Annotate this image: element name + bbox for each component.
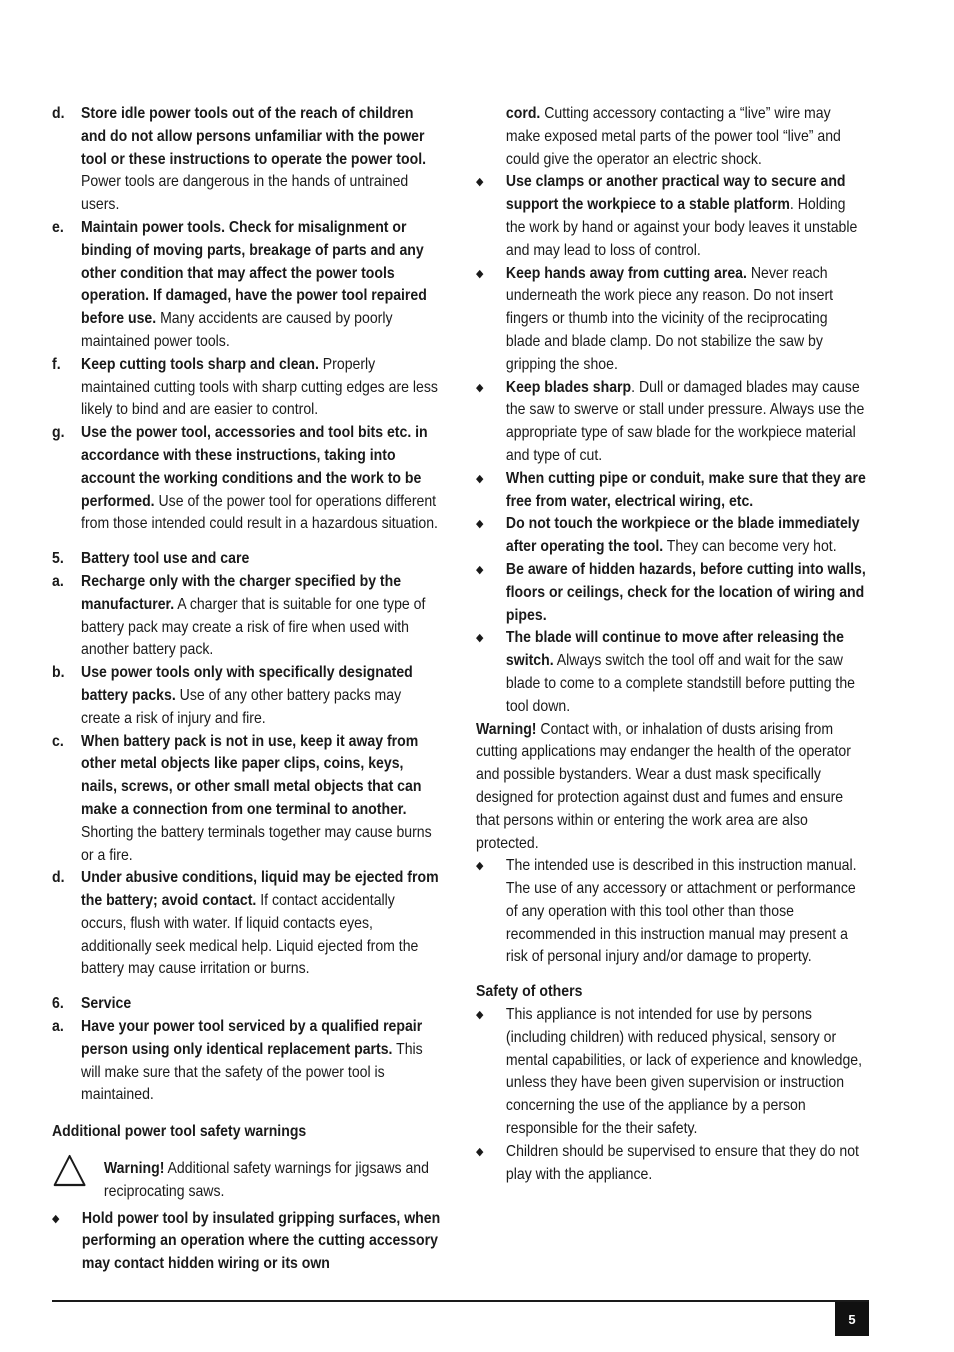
safety-of-others-heading: Safety of others <box>476 983 583 1001</box>
item-marker: a. <box>52 572 64 590</box>
right-column <box>476 103 866 1186</box>
bullet-bold: Be aware of hidden hazards, before cutting into walls, floors or ceilings, check for the location of wiring and pipes. <box>505 560 866 624</box>
bullet-clamps <box>476 171 866 262</box>
item-f <box>52 354 442 422</box>
item-bold: Store idle power tools out of the reach of children and do not allow persons unfamiliar with the power tool or these instructions to operate the power tool. <box>81 105 427 168</box>
bullet-blades <box>476 377 866 468</box>
dust-warning <box>476 719 866 856</box>
bullet-text: Always switch the tool off and wait for the saw blade to come to a complete standstill before putting the tool down. <box>505 652 856 715</box>
item-text: Power tools are dangerous in the hands of untrained users. <box>81 173 409 214</box>
warning-text: Contact with, or inhalation of dusts arising from cutting applications may endanger the health of the operator and possible bystanders. Wear a dust mask specifically designed for protection against dust and fumes and ensure that persons within or entering the work area are also protected. <box>476 720 851 852</box>
bullet-bold: The blade will continue to move after releasing the switch. <box>505 629 844 670</box>
bullet-hold-insulated <box>52 1208 442 1276</box>
item-text: If contact accidentally occurs, flush with water. If liquid contacts eyes, additionally seek medical help. Liquid ejected from the battery may cause irritation or burns. <box>81 892 419 978</box>
item-bold: Maintain power tools. Check for misalignment or binding of moving parts, breakage of parts and any other condition that may affect the power tools operation. If damaged, have the power tool repaired before use. <box>81 218 427 328</box>
item-text: A charger that is suitable for one type of battery pack may create a risk of fire when used with another battery pack. <box>81 595 426 659</box>
item-5d <box>52 867 442 981</box>
bullet-bold: Do not touch the workpiece or the blade immediately after operating the tool. <box>505 515 860 556</box>
item-bold: Use the power tool, accessories and tool bits etc. in accordance with these instructions, taking into account the working conditions and the work to be performed. <box>81 424 428 510</box>
item-text: Properly maintained cutting tools with sharp cutting edges are less likely to bind and are easier to control. <box>81 355 438 419</box>
item-marker: c. <box>52 732 64 750</box>
bullet-text: Never reach underneath the work piece any reason. Do not insert fingers or thumb into the vicinity of the reciprocating blade and blade clamp. Do not stabilize the saw by gripping the shoe. <box>505 264 834 373</box>
item-bold: Use power tools only with specifically designated battery packs. <box>81 664 413 704</box>
item-marker: a. <box>52 1018 64 1036</box>
bullet-diamond-icon: ◆ <box>476 267 484 280</box>
section-5-heading <box>52 548 442 571</box>
item-text: Use of the power tool for operations different from those intended could result in a hazardous situation. <box>81 492 438 533</box>
bullet-diamond-icon: ◆ <box>476 860 484 873</box>
item-text: Many accidents are caused by poorly maintained power tools. <box>81 310 393 350</box>
bullet-text: They can become very hot. <box>663 538 837 556</box>
bullet-appliance-persons <box>476 1004 866 1141</box>
bullet-text: Cutting accessory contacting a “live” wire may make exposed metal parts of the power tool “live” and could give the operator an electric shock. <box>505 105 841 168</box>
bullet-hands <box>476 263 866 377</box>
bullet-diamond-icon: ◆ <box>52 1212 60 1225</box>
additional-warnings-heading: Additional power tool safety warnings <box>52 1123 307 1141</box>
bullet-bold: When cutting pipe or conduit, make sure that they are free from water, electrical wiring, etc. <box>505 469 866 510</box>
item-6a <box>52 1016 442 1107</box>
bullet-bold: Use clamps or another practical way to secure and support the workpiece to a stable platform <box>505 173 846 214</box>
bullet-continuation <box>476 103 866 171</box>
bullet-diamond-icon: ◆ <box>476 381 484 394</box>
item-5c <box>52 731 442 868</box>
warning-text: Additional safety warnings for jigsaws and reciprocating saws. <box>103 1160 429 1200</box>
bullet-touch <box>476 513 866 559</box>
item-5b <box>52 662 442 730</box>
section-number: 6. <box>52 995 64 1013</box>
page-number: 5 <box>835 1302 869 1336</box>
bullet-children <box>476 1141 866 1187</box>
item-marker: d. <box>52 869 65 887</box>
item-text: This will make sure that the safety of the power tool is maintained. <box>81 1040 423 1104</box>
bullet-text: The intended use is described in this instruction manual. The use of any accessory or attachment or performance of any operation with this tool other than those recommended in this instruction manual may present a risk of personal injury and/or damage to property. <box>505 857 857 966</box>
warning-triangle-icon <box>53 1154 86 1196</box>
bullet-diamond-icon: ◆ <box>476 1009 484 1022</box>
footer-rule <box>52 1300 869 1302</box>
bullet-diamond-icon: ◆ <box>476 632 484 645</box>
item-marker: b. <box>52 664 65 682</box>
bullet-text: Children should be supervised to ensure that they do not play with the appliance. <box>505 1142 859 1183</box>
bullet-diamond-icon: ◆ <box>476 518 484 531</box>
section-title: Battery tool use and care <box>81 550 250 568</box>
item-bold: Have your power tool serviced by a qualified repair person using only identical replacement parts. <box>81 1018 423 1058</box>
item-bold: Keep cutting tools sharp and clean. <box>81 355 319 373</box>
item-text: Use of any other battery packs may create a risk of injury and fire. <box>81 686 402 727</box>
warning-block <box>52 1158 442 1204</box>
section-number: 5. <box>52 550 64 568</box>
item-bold: Under abusive conditions, liquid may be ejected from the battery; avoid contact. <box>81 869 439 910</box>
item-text: Shorting the battery terminals together may cause burns or a fire. <box>81 823 432 864</box>
item-marker: g. <box>52 424 65 442</box>
bullet-text: . Dull or damaged blades may cause the saw to swerve or stall under pressure. Always use the appropriate type of saw blade for the workpiece material and type of cut. <box>505 378 865 464</box>
item-bold: Recharge only with the charger specified by the manufacturer. <box>81 572 402 613</box>
bullet-diamond-icon: ◆ <box>476 563 484 576</box>
bullet-bold: Keep blades sharp <box>505 378 632 396</box>
warning-label: Warning! <box>103 1160 165 1178</box>
item-g <box>52 422 442 536</box>
bullet-diamond-icon: ◆ <box>476 472 484 485</box>
bullet-intended-use <box>476 855 866 969</box>
section-title: Service <box>81 995 132 1013</box>
bullet-diamond-icon: ◆ <box>476 176 484 189</box>
item-e <box>52 217 442 354</box>
bullet-pipe <box>476 468 866 514</box>
item-marker: d. <box>52 105 65 122</box>
bullet-bold: Hold power tool by insulated gripping surfaces, when performing an operation where the cutting accessory may contact hidden wiring or its own <box>81 1209 441 1273</box>
bullet-text: . Holding the work by hand or against your body leaves it unstable and may lead to loss of control. <box>505 196 858 259</box>
left-column <box>52 103 442 1276</box>
bullet-hazards <box>476 559 866 627</box>
warning-label: Warning! <box>476 720 537 738</box>
item-d <box>52 103 442 217</box>
item-5a <box>52 571 442 662</box>
bullet-blade-continue <box>476 627 866 718</box>
section-6-heading <box>52 993 442 1016</box>
item-bold: When battery pack is not in use, keep it away from other metal objects like paper clips, coins, keys, nails, screws, or other small metal objects that can make a connection from one terminal to another. <box>81 732 422 818</box>
bullet-text: This appliance is not intended for use by persons (including children) with reduced physical, sensory or mental capabilities, or lack of experience and knowledge, unless they have been given supervision or instruction concerning the use of the appliance by a person responsible for the their safety. <box>505 1006 863 1138</box>
bullet-bold: cord. <box>505 105 541 122</box>
item-marker: f. <box>52 355 61 373</box>
bullet-bold: Keep hands away from cutting area. <box>505 264 747 282</box>
bullet-diamond-icon: ◆ <box>476 1145 484 1158</box>
item-marker: e. <box>52 218 64 236</box>
